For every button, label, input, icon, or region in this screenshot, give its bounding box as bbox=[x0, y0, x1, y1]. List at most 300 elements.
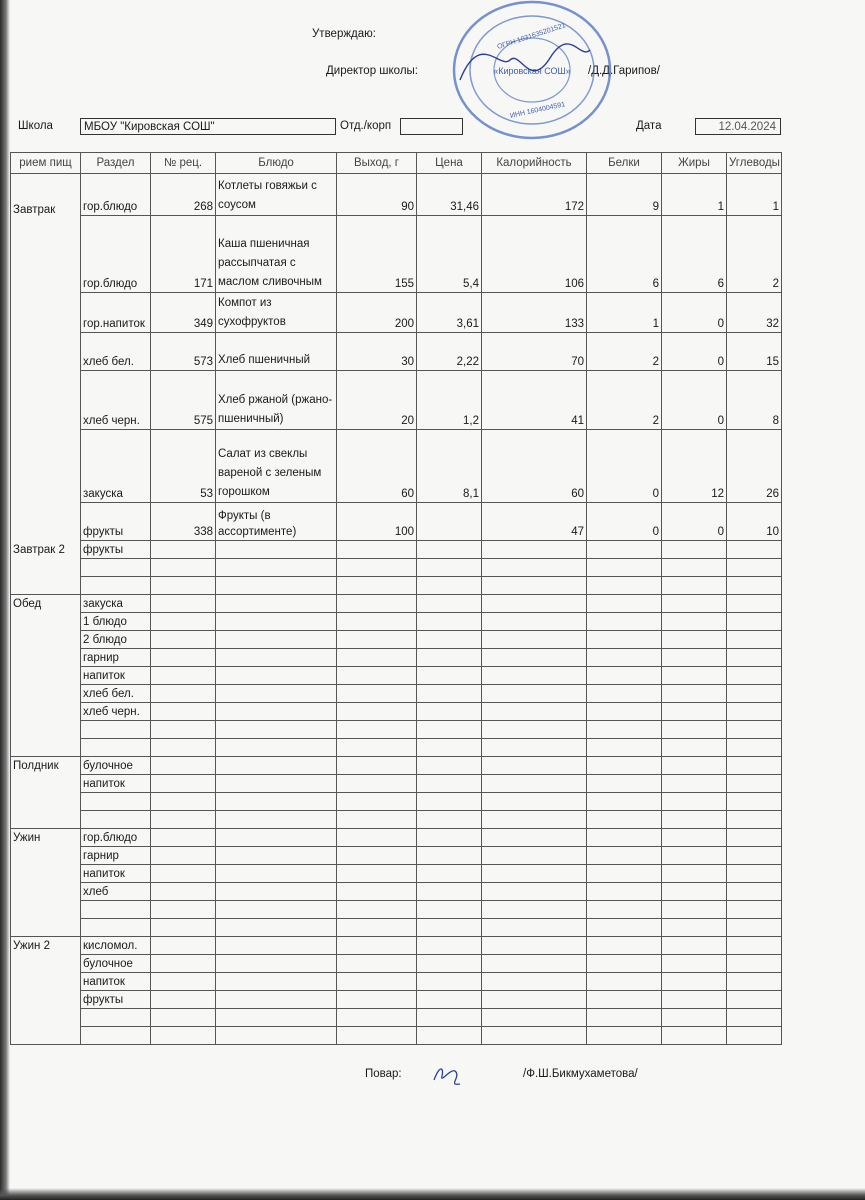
empty-cell bbox=[482, 775, 587, 793]
table-row bbox=[11, 685, 782, 703]
empty-cell bbox=[337, 955, 417, 973]
section-cell: гарнир bbox=[81, 847, 151, 865]
price-cell: 2,22 bbox=[417, 333, 482, 371]
empty-cell bbox=[151, 685, 216, 703]
section-cell bbox=[81, 721, 151, 739]
empty-cell bbox=[727, 685, 782, 703]
empty-cell bbox=[216, 721, 337, 739]
empty-cell bbox=[216, 703, 337, 721]
table-row bbox=[11, 739, 782, 757]
section-cell: хлеб черн. bbox=[81, 371, 151, 430]
section-cell: фрукты bbox=[81, 991, 151, 1009]
empty-cell bbox=[662, 775, 727, 793]
empty-cell bbox=[151, 757, 216, 775]
section-cell: хлеб бел. bbox=[81, 685, 151, 703]
empty-cell bbox=[482, 595, 587, 613]
dish-cell: Хлеб пшеничный bbox=[216, 333, 337, 371]
empty-cell bbox=[482, 667, 587, 685]
empty-cell bbox=[417, 793, 482, 811]
table-row bbox=[11, 631, 782, 649]
fat-cell: 0 bbox=[662, 503, 727, 541]
empty-cell bbox=[727, 919, 782, 937]
table-row bbox=[11, 703, 782, 721]
table-row bbox=[11, 216, 782, 293]
carbs-cell: 2 bbox=[727, 216, 782, 293]
section-cell: фрукты bbox=[81, 541, 151, 559]
empty-cell bbox=[482, 1027, 587, 1045]
empty-cell bbox=[337, 577, 417, 595]
empty-cell bbox=[482, 865, 587, 883]
empty-cell bbox=[587, 757, 662, 775]
empty-cell bbox=[662, 793, 727, 811]
seal-ogrn-text: ОГРН 1031635201521 bbox=[496, 22, 567, 51]
empty-cell bbox=[587, 559, 662, 577]
empty-cell bbox=[482, 919, 587, 937]
table-row bbox=[11, 829, 782, 847]
section-cell: напиток bbox=[81, 667, 151, 685]
table-row bbox=[11, 293, 782, 333]
empty-cell bbox=[151, 991, 216, 1009]
empty-cell bbox=[482, 811, 587, 829]
empty-cell bbox=[587, 775, 662, 793]
section-cell: хлеб bbox=[81, 883, 151, 901]
empty-cell bbox=[662, 649, 727, 667]
empty-cell bbox=[662, 703, 727, 721]
empty-cell bbox=[417, 829, 482, 847]
empty-cell bbox=[482, 757, 587, 775]
director-label: Директор школы: bbox=[326, 65, 418, 77]
output-cell: 30 bbox=[337, 333, 417, 371]
approve-label: Утверждаю: bbox=[312, 28, 376, 40]
empty-cell bbox=[662, 667, 727, 685]
table-row bbox=[11, 793, 782, 811]
table-row bbox=[11, 577, 782, 595]
empty-cell bbox=[151, 793, 216, 811]
empty-cell bbox=[587, 901, 662, 919]
empty-cell bbox=[337, 595, 417, 613]
recipe-cell: 349 bbox=[151, 293, 216, 333]
empty-cell bbox=[727, 793, 782, 811]
fat-cell: 12 bbox=[662, 430, 727, 503]
empty-cell bbox=[151, 811, 216, 829]
empty-cell bbox=[216, 559, 337, 577]
empty-cell bbox=[727, 595, 782, 613]
section-cell: гор.блюдо bbox=[81, 216, 151, 293]
section-cell bbox=[81, 559, 151, 577]
section-cell: напиток bbox=[81, 865, 151, 883]
section-cell: гор.блюдо bbox=[81, 174, 151, 216]
empty-cell bbox=[417, 865, 482, 883]
section-cell bbox=[81, 793, 151, 811]
table-row bbox=[11, 901, 782, 919]
empty-cell bbox=[216, 811, 337, 829]
empty-cell bbox=[151, 667, 216, 685]
dept-label: Отд./корп bbox=[340, 120, 392, 132]
section-cell bbox=[81, 1009, 151, 1027]
price-cell bbox=[417, 503, 482, 541]
empty-cell bbox=[587, 793, 662, 811]
school-label: Школа bbox=[18, 120, 53, 132]
empty-cell bbox=[417, 559, 482, 577]
empty-cell bbox=[216, 595, 337, 613]
section-cell: хлеб черн. bbox=[81, 703, 151, 721]
empty-cell bbox=[482, 613, 587, 631]
empty-cell bbox=[727, 847, 782, 865]
price-cell: 8,1 bbox=[417, 430, 482, 503]
section-cell: закуска bbox=[81, 430, 151, 503]
table-row bbox=[11, 973, 782, 991]
empty-cell bbox=[417, 991, 482, 1009]
section-cell: гарнир bbox=[81, 649, 151, 667]
empty-cell bbox=[216, 847, 337, 865]
section-cell: гор.блюдо bbox=[81, 829, 151, 847]
empty-cell bbox=[727, 577, 782, 595]
empty-cell bbox=[216, 883, 337, 901]
empty-cell bbox=[216, 991, 337, 1009]
empty-cell bbox=[727, 613, 782, 631]
output-cell: 100 bbox=[337, 503, 417, 541]
empty-cell bbox=[151, 703, 216, 721]
seal-inn-text: ИНН 1604004591 bbox=[509, 101, 566, 120]
empty-cell bbox=[337, 613, 417, 631]
empty-cell bbox=[337, 901, 417, 919]
output-cell: 155 bbox=[337, 216, 417, 293]
empty-cell bbox=[662, 865, 727, 883]
meal-cell: Обед bbox=[11, 595, 81, 757]
section-cell: напиток bbox=[81, 973, 151, 991]
dept-field[interactable] bbox=[400, 118, 463, 135]
date-field[interactable]: 12.04.2024 bbox=[695, 118, 781, 135]
dish-cell: Хлеб ржаной (ржано-пшеничный) bbox=[216, 371, 337, 430]
output-cell: 20 bbox=[337, 371, 417, 430]
col-header-price: Цена bbox=[417, 153, 482, 174]
empty-cell bbox=[587, 685, 662, 703]
empty-cell bbox=[727, 955, 782, 973]
section-cell: гор.напиток bbox=[81, 293, 151, 333]
empty-cell bbox=[337, 703, 417, 721]
empty-cell bbox=[587, 919, 662, 937]
table-row bbox=[11, 174, 782, 216]
empty-cell bbox=[662, 613, 727, 631]
recipe-cell: 573 bbox=[151, 333, 216, 371]
date-label: Дата bbox=[636, 120, 662, 132]
empty-cell bbox=[216, 919, 337, 937]
empty-cell bbox=[482, 721, 587, 739]
protein-cell: 1 bbox=[587, 293, 662, 333]
table-row bbox=[11, 865, 782, 883]
empty-cell bbox=[417, 739, 482, 757]
empty-cell bbox=[337, 685, 417, 703]
protein-cell: 9 bbox=[587, 174, 662, 216]
table-row bbox=[11, 847, 782, 865]
empty-cell bbox=[727, 901, 782, 919]
empty-cell bbox=[587, 631, 662, 649]
empty-cell bbox=[216, 685, 337, 703]
empty-cell bbox=[216, 1009, 337, 1027]
empty-cell bbox=[417, 541, 482, 559]
scan-edge-bottom bbox=[0, 1188, 865, 1200]
empty-cell bbox=[417, 595, 482, 613]
table-row bbox=[11, 649, 782, 667]
seal-center-text: «Кировская СОШ» bbox=[493, 66, 571, 76]
empty-cell bbox=[587, 937, 662, 955]
empty-cell bbox=[151, 865, 216, 883]
table-row bbox=[11, 955, 782, 973]
empty-cell bbox=[337, 793, 417, 811]
empty-cell bbox=[337, 973, 417, 991]
table-row bbox=[11, 595, 782, 613]
section-cell: 2 блюдо bbox=[81, 631, 151, 649]
empty-cell bbox=[417, 757, 482, 775]
fat-cell: 0 bbox=[662, 293, 727, 333]
carbs-cell: 8 bbox=[727, 371, 782, 430]
empty-cell bbox=[151, 829, 216, 847]
table-row bbox=[11, 883, 782, 901]
table-row bbox=[11, 613, 782, 631]
empty-cell bbox=[417, 847, 482, 865]
empty-cell bbox=[662, 631, 727, 649]
empty-cell bbox=[587, 883, 662, 901]
empty-cell bbox=[727, 811, 782, 829]
empty-cell bbox=[662, 847, 727, 865]
col-header-calories: Калорийность bbox=[482, 153, 587, 174]
carbs-cell: 15 bbox=[727, 333, 782, 371]
empty-cell bbox=[417, 685, 482, 703]
empty-cell bbox=[587, 1009, 662, 1027]
table-row bbox=[11, 503, 782, 541]
empty-cell bbox=[587, 739, 662, 757]
empty-cell bbox=[727, 559, 782, 577]
empty-cell bbox=[587, 667, 662, 685]
empty-cell bbox=[337, 775, 417, 793]
section-cell: хлеб бел. bbox=[81, 333, 151, 371]
section-cell bbox=[81, 577, 151, 595]
section-cell bbox=[81, 901, 151, 919]
empty-cell bbox=[216, 1027, 337, 1045]
output-cell: 90 bbox=[337, 174, 417, 216]
empty-cell bbox=[417, 703, 482, 721]
cook-name: /Ф.Ш.Бикмухаметова/ bbox=[523, 1068, 638, 1080]
empty-cell bbox=[151, 559, 216, 577]
empty-cell bbox=[482, 883, 587, 901]
meal-cell: Ужин bbox=[11, 829, 81, 937]
empty-cell bbox=[662, 577, 727, 595]
empty-cell bbox=[662, 595, 727, 613]
empty-cell bbox=[216, 937, 337, 955]
calories-cell: 133 bbox=[482, 293, 587, 333]
protein-cell: 2 bbox=[587, 371, 662, 430]
table-row bbox=[11, 430, 782, 503]
dish-cell: Фрукты (в ассортименте) bbox=[216, 503, 337, 541]
empty-cell bbox=[417, 631, 482, 649]
empty-cell bbox=[587, 649, 662, 667]
empty-meals-body bbox=[11, 541, 782, 1045]
empty-cell bbox=[482, 739, 587, 757]
empty-cell bbox=[662, 541, 727, 559]
empty-cell bbox=[417, 955, 482, 973]
empty-cell bbox=[662, 955, 727, 973]
carbs-cell: 1 bbox=[727, 174, 782, 216]
price-cell: 5,4 bbox=[417, 216, 482, 293]
calories-cell: 70 bbox=[482, 333, 587, 371]
fat-cell: 6 bbox=[662, 216, 727, 293]
protein-cell: 0 bbox=[587, 503, 662, 541]
table-row bbox=[11, 919, 782, 937]
empty-cell bbox=[151, 613, 216, 631]
empty-cell bbox=[727, 541, 782, 559]
empty-cell bbox=[482, 577, 587, 595]
empty-cell bbox=[662, 739, 727, 757]
empty-cell bbox=[151, 721, 216, 739]
empty-cell bbox=[587, 955, 662, 973]
empty-cell bbox=[216, 667, 337, 685]
empty-cell bbox=[151, 577, 216, 595]
empty-cell bbox=[587, 577, 662, 595]
empty-cell bbox=[482, 631, 587, 649]
empty-cell bbox=[727, 937, 782, 955]
empty-cell bbox=[727, 703, 782, 721]
empty-cell bbox=[151, 937, 216, 955]
empty-cell bbox=[727, 829, 782, 847]
table-row bbox=[11, 937, 782, 955]
empty-cell bbox=[417, 1009, 482, 1027]
empty-cell bbox=[482, 649, 587, 667]
col-header-protein: Белки bbox=[587, 153, 662, 174]
col-header-output: Выход, г bbox=[337, 153, 417, 174]
empty-cell bbox=[216, 649, 337, 667]
empty-cell bbox=[151, 883, 216, 901]
empty-cell bbox=[337, 541, 417, 559]
calories-cell: 47 bbox=[482, 503, 587, 541]
fat-cell: 0 bbox=[662, 371, 727, 430]
director-name: /Д.Д.Гарипов/ bbox=[588, 65, 660, 77]
calories-cell: 172 bbox=[482, 174, 587, 216]
empty-cell bbox=[662, 811, 727, 829]
empty-cell bbox=[151, 847, 216, 865]
carbs-cell: 26 bbox=[727, 430, 782, 503]
empty-cell bbox=[417, 919, 482, 937]
empty-cell bbox=[662, 973, 727, 991]
section-cell: фрукты bbox=[81, 503, 151, 541]
empty-cell bbox=[151, 595, 216, 613]
recipe-cell: 171 bbox=[151, 216, 216, 293]
empty-cell bbox=[482, 1009, 587, 1027]
empty-cell bbox=[482, 901, 587, 919]
section-cell bbox=[81, 919, 151, 937]
section-cell: 1 блюдо bbox=[81, 613, 151, 631]
empty-cell bbox=[482, 991, 587, 1009]
table-row bbox=[11, 775, 782, 793]
output-cell: 60 bbox=[337, 430, 417, 503]
protein-cell: 0 bbox=[587, 430, 662, 503]
table-row bbox=[11, 541, 782, 559]
empty-cell bbox=[216, 739, 337, 757]
col-header-fat: Жиры bbox=[662, 153, 727, 174]
col-header-meal: рием пищ bbox=[11, 153, 81, 174]
empty-cell bbox=[727, 973, 782, 991]
col-header-recipe: № рец. bbox=[151, 153, 216, 174]
table-row bbox=[11, 371, 782, 430]
empty-cell bbox=[662, 721, 727, 739]
table-row bbox=[11, 811, 782, 829]
calories-cell: 60 bbox=[482, 430, 587, 503]
meal-cell: Завтрак bbox=[11, 174, 81, 541]
section-cell: кисломол. bbox=[81, 937, 151, 955]
table-header-row bbox=[11, 153, 782, 174]
empty-cell bbox=[727, 757, 782, 775]
calories-cell: 41 bbox=[482, 371, 587, 430]
empty-cell bbox=[417, 1027, 482, 1045]
empty-cell bbox=[662, 685, 727, 703]
empty-cell bbox=[482, 847, 587, 865]
empty-cell bbox=[417, 883, 482, 901]
empty-cell bbox=[337, 559, 417, 577]
protein-cell: 2 bbox=[587, 333, 662, 371]
empty-cell bbox=[662, 883, 727, 901]
empty-cell bbox=[216, 793, 337, 811]
empty-cell bbox=[216, 865, 337, 883]
empty-cell bbox=[337, 739, 417, 757]
empty-cell bbox=[417, 775, 482, 793]
empty-cell bbox=[337, 1009, 417, 1027]
fat-cell: 0 bbox=[662, 333, 727, 371]
section-cell: напиток bbox=[81, 775, 151, 793]
empty-cell bbox=[482, 541, 587, 559]
empty-cell bbox=[151, 739, 216, 757]
empty-cell bbox=[727, 1009, 782, 1027]
recipe-cell: 575 bbox=[151, 371, 216, 430]
empty-cell bbox=[587, 811, 662, 829]
meal-cell: Полдник bbox=[11, 757, 81, 829]
empty-cell bbox=[482, 685, 587, 703]
empty-cell bbox=[337, 811, 417, 829]
empty-cell bbox=[587, 703, 662, 721]
col-header-section: Раздел bbox=[81, 153, 151, 174]
empty-cell bbox=[417, 901, 482, 919]
empty-cell bbox=[417, 649, 482, 667]
empty-cell bbox=[587, 541, 662, 559]
empty-cell bbox=[587, 721, 662, 739]
empty-cell bbox=[482, 973, 587, 991]
section-cell: булочное bbox=[81, 757, 151, 775]
empty-cell bbox=[727, 631, 782, 649]
calories-cell: 106 bbox=[482, 216, 587, 293]
col-header-dish: Блюдо bbox=[216, 153, 337, 174]
empty-cell bbox=[337, 991, 417, 1009]
empty-cell bbox=[662, 991, 727, 1009]
fat-cell: 1 bbox=[662, 174, 727, 216]
empty-cell bbox=[587, 595, 662, 613]
protein-cell: 6 bbox=[587, 216, 662, 293]
school-field[interactable]: МБОУ "Кировская СОШ" bbox=[80, 118, 336, 135]
empty-cell bbox=[216, 829, 337, 847]
empty-cell bbox=[337, 649, 417, 667]
empty-cell bbox=[587, 829, 662, 847]
empty-cell bbox=[662, 829, 727, 847]
empty-cell bbox=[337, 883, 417, 901]
empty-cell bbox=[727, 865, 782, 883]
section-cell bbox=[81, 811, 151, 829]
empty-cell bbox=[417, 721, 482, 739]
table-row bbox=[11, 721, 782, 739]
empty-cell bbox=[587, 865, 662, 883]
empty-cell bbox=[727, 649, 782, 667]
section-cell: булочное bbox=[81, 955, 151, 973]
empty-cell bbox=[337, 1027, 417, 1045]
empty-cell bbox=[662, 757, 727, 775]
empty-cell bbox=[216, 901, 337, 919]
menu-table bbox=[10, 152, 782, 1045]
